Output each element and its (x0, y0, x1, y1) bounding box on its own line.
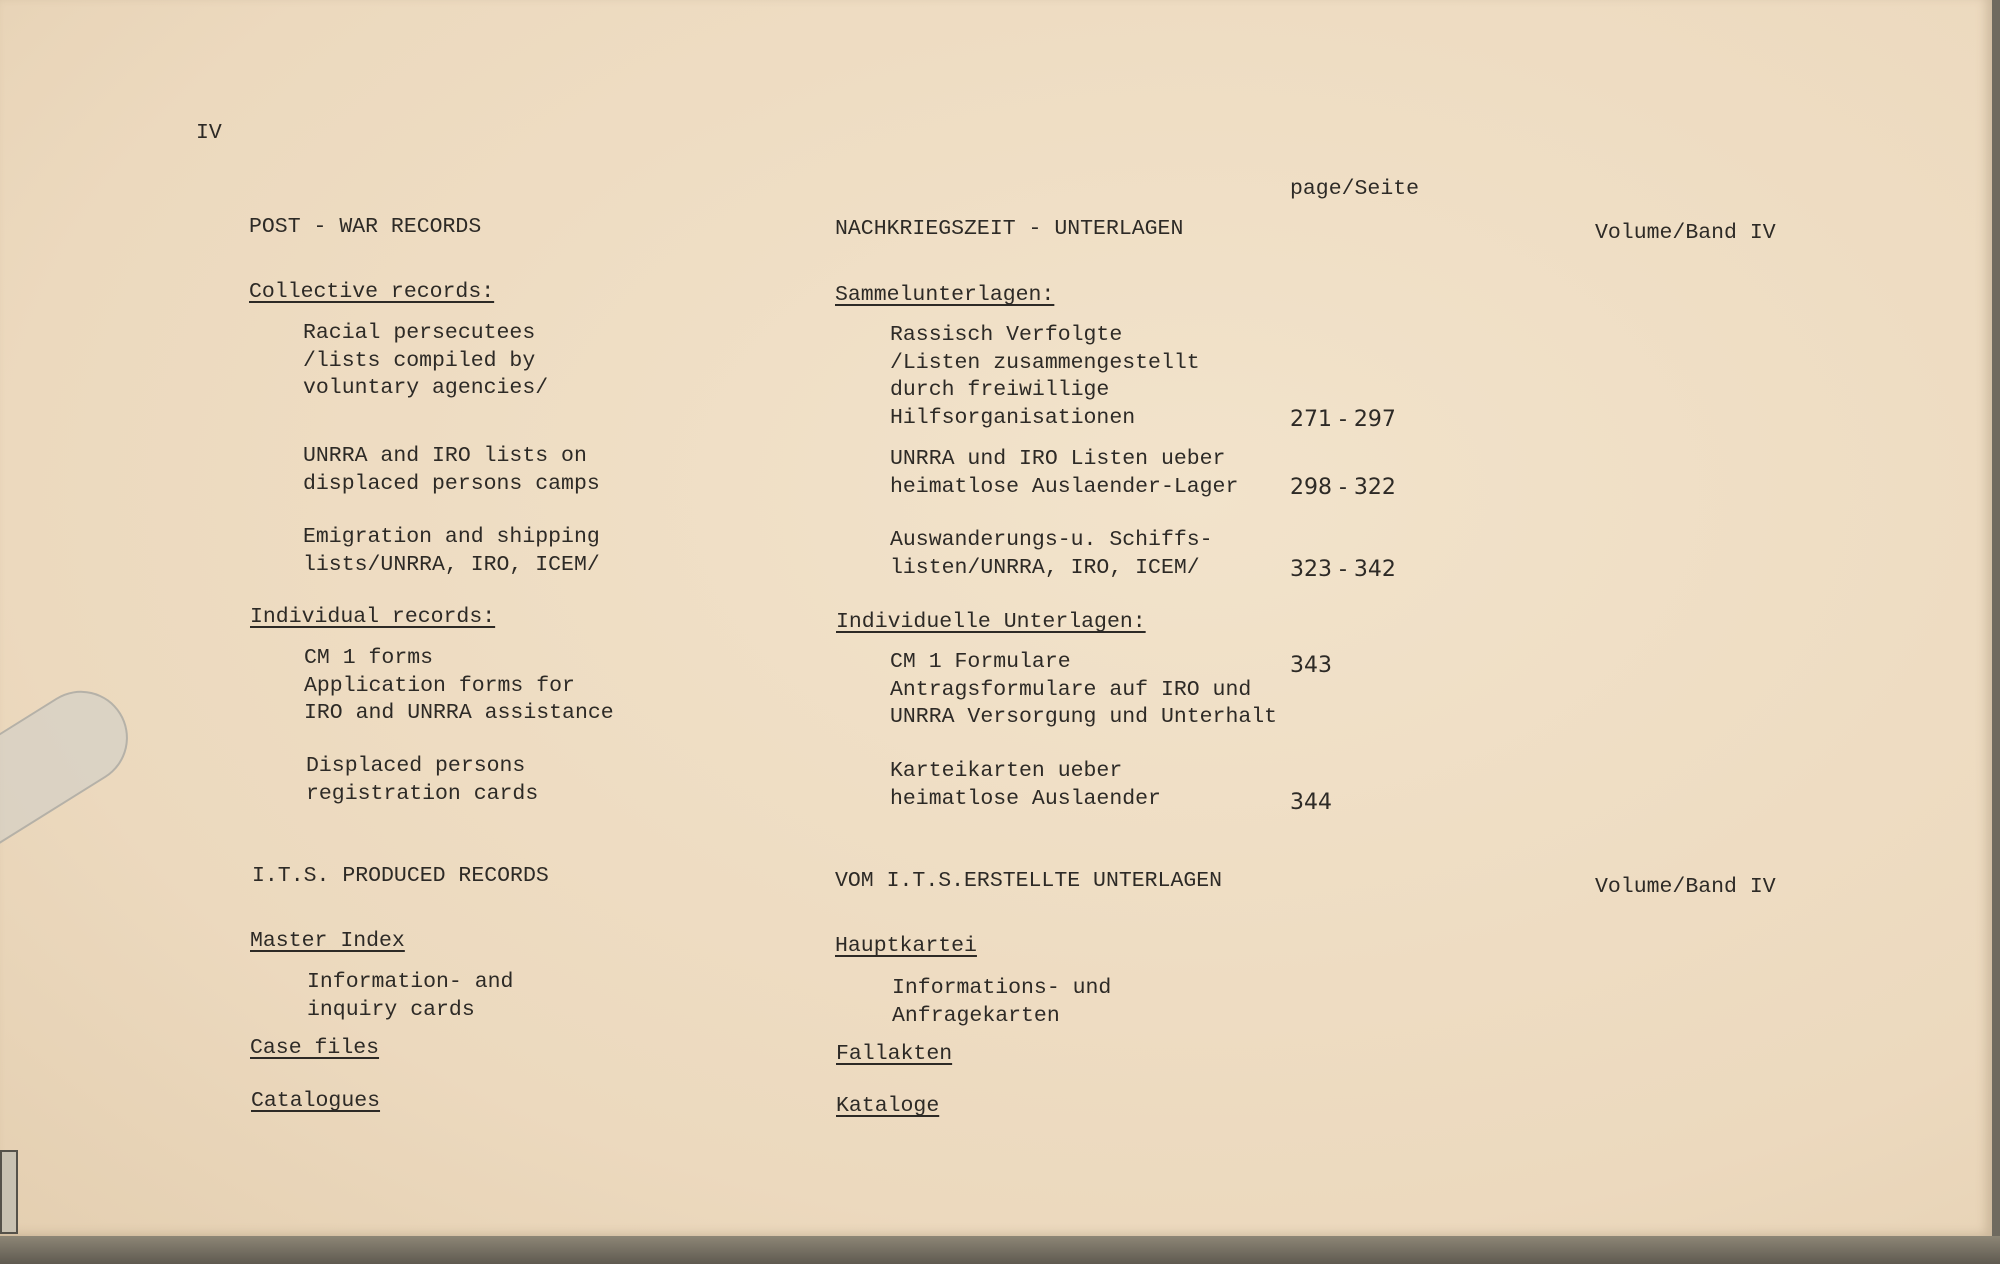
master-index-de: Hauptkartei (835, 934, 977, 958)
post-war-title-en: POST - WAR RECORDS (249, 215, 482, 239)
page-column-header: page/Seite (1290, 177, 1420, 201)
collective-item-de: UNRRA und IRO Listen ueber heimatlose Auslaender-Lager (890, 447, 1239, 499)
page-marker: IV (196, 121, 222, 145)
individual-heading-de: Individuelle Unterlagen: (836, 610, 1146, 634)
individual-item-en: Displaced persons registration cards (306, 754, 539, 806)
page-bottom-edge (0, 1236, 2000, 1264)
collective-item-en: UNRRA and IRO lists on displaced persons camps (303, 444, 600, 496)
binder-clip (0, 1150, 18, 1234)
collective-item-pages: 298 - 322 (1290, 475, 1396, 500)
collective-item-en: Racial persecutees /lists compiled by voluntary agencies/ (303, 321, 549, 400)
collective-item-de: Rassisch Verfolgte /Listen zusammengestellt durch freiwillige Hilfsorganisationen (890, 323, 1200, 430)
post-war-title-de: NACHKRIEGSZEIT - UNTERLAGEN (835, 217, 1184, 241)
collective-heading-de: Sammelunterlagen: (835, 283, 1055, 307)
case-files-en: Case files (250, 1036, 380, 1060)
collective-item-pages: 323 - 342 (1290, 557, 1396, 582)
individual-heading-en: Individual records: (250, 605, 496, 629)
master-index-sub-de: Informations- und Anfragekarten (892, 976, 1112, 1028)
collective-item-pages: 271 - 297 (1290, 407, 1396, 432)
master-index-en: Master Index (250, 929, 405, 953)
collective-item-de: Auswanderungs-u. Schiffs- listen/UNRRA, IRO, ICEM/ (890, 528, 1213, 580)
its-volume: Volume/Band IV (1595, 875, 1776, 899)
individual-item-pages: 344 (1290, 790, 1332, 815)
catalogues-en: Catalogues (251, 1089, 381, 1113)
its-title-en: I.T.S. PRODUCED RECORDS (252, 864, 549, 888)
individual-item-en: CM 1 forms Application forms for IRO and UNRRA assistance (304, 646, 614, 725)
individual-item-de: Karteikarten ueber heimatlose Auslaender (890, 759, 1161, 811)
its-title-de: VOM I.T.S.ERSTELLTE UNTERLAGEN (835, 869, 1223, 893)
individual-item-pages: 343 (1290, 653, 1332, 678)
collective-heading-en: Collective records: (249, 280, 495, 304)
post-war-volume: Volume/Band IV (1595, 221, 1776, 245)
individual-item-de: CM 1 Formulare Antragsformulare auf IRO und UNRRA Versorgung und Unterhalt (890, 650, 1278, 729)
case-files-de: Fallakten (836, 1042, 953, 1066)
catalogues-de: Kataloge (836, 1094, 940, 1118)
master-index-sub-en: Information- and inquiry cards (307, 970, 514, 1022)
collective-item-en: Emigration and shipping lists/UNRRA, IRO, ICEM/ (303, 525, 600, 577)
